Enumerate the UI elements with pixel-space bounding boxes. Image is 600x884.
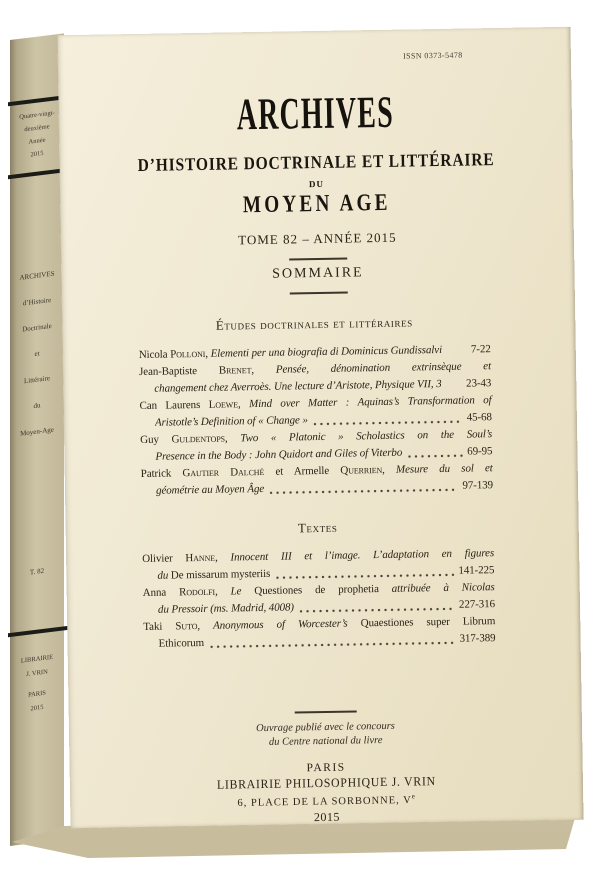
spine-line: 2015 [30,149,44,159]
dotted-leader [275,566,454,581]
imprint-city: PARIS [306,761,346,775]
spine-tome: T. 82 [29,566,45,577]
toc-entry-text: Patrick Gautier Dalché et Armelle Querrien, Mesure du sol et [140,462,493,480]
spine-line: Doctrinale [22,321,52,334]
spine-line: 2015 [30,703,44,713]
spine-line: du [33,401,41,411]
toc-pages: 141-225 [458,564,495,577]
spine-publisher-block [10,649,64,684]
tome-year-line: TOME 82 – ANNÉE 2015 [238,229,397,248]
toc-entry-text: géométrie au Moyen Âge [155,482,265,497]
spine-line: Littéraire [23,374,51,386]
concours-note [69,717,582,754]
spine-line: Année [28,136,46,146]
book-spine [10,33,64,846]
toc-entry-text: Taki Suto, Anonymous of Worcester’s Quaestiones super Librum [143,615,496,633]
spine-year-block [10,105,64,164]
dotted-leader [209,634,456,650]
dotted-leader [299,600,455,615]
sommaire-heading: SOMMAIRE [272,265,364,282]
toc-section-heading: Études doctrinales et littéraires [215,314,413,333]
toc-entry [143,579,496,619]
journal-subtitle: D’HISTOIRE DOCTRINALE ET LITTÉRAIRE [137,149,495,175]
spine-line: et [34,349,40,358]
toc-entry-text: Can Laurens Loewe, Mind over Matter : Aquinas’s Transformation of [139,394,492,412]
toc-entry-text: Guy Guldentops, Two « Platonic » Scholastics on the Soul’s [140,428,493,446]
toc-entry-text: du Pressoir (ms. Madrid, 4008) [157,601,295,616]
concours-line: Ouvrage publié avec le concours [255,720,395,735]
toc-pages: 97-139 [462,479,494,492]
toc-entry [139,392,492,432]
dotted-leader [269,481,459,496]
spine-band [8,626,68,637]
imprint-publisher: LIBRAIRIE PHILOSOPHIQUE J. VRIN [216,774,436,792]
toc-entry-text: Olivier Hanne, Innocent III et l’image. L’adaptation en figures [142,547,495,565]
toc-entry [139,358,492,398]
issn-label: ISSN 0373-5478 [402,50,463,61]
dotted-leader [446,379,462,391]
toc-entry [142,545,495,585]
spine-line: Moyen-Age [20,425,54,438]
imprint-address-sup: e [411,792,416,801]
toc-pages: 45-68 [466,411,492,424]
dotted-leader [447,345,467,357]
imprint-year: 2015 [313,809,341,825]
toc-section-heading: Textes [297,519,338,536]
toc-pages: 23-43 [466,377,492,390]
spine-city-block [10,684,64,719]
toc-entry-text: Nicola Polloni, Elementi per una biografia di Dominicus Gundissalvi [138,343,443,362]
toc-entry-text: Jean-Baptiste Brenet, Pensée, dénomination extrinsèque et [138,360,492,378]
book-front-cover [57,27,583,828]
toc-entry-text: Anna Rodolfi, Le Questiones de prophetia attribuée à Nicolas [142,581,495,599]
spine-line: deuxième [24,123,50,134]
divider-rule [294,710,356,713]
journal-subtitle-du: DU [308,178,325,190]
spine-title-block [10,259,64,448]
spine-line: ARCHIVES [19,269,55,282]
journal-subtitle2: MOYEN AGE [242,189,391,219]
toc-entry-text: Aristotle’s Definition of « Change » [154,414,308,429]
toc-pages: 227-316 [458,598,496,611]
toc-entry-text: du De missarum mysteriis [157,567,271,582]
toc-entry-text: changement chez Averroès. Une lecture d’Aristote, Physique VII, 3 [154,377,442,395]
spine-line: d’Histoire [22,295,52,308]
toc-pages: 7-22 [470,343,491,356]
divider-rule [289,292,347,295]
spine-line: PARIS [28,689,46,699]
concours-line: du Centre national du livre [268,735,383,748]
toc [138,312,496,653]
toc-entry-text: Ethicorum [158,636,205,650]
toc-pages: 69-95 [467,445,493,458]
toc-entry [141,460,494,500]
toc-entry [143,613,496,653]
toc-entry-text: Presence in the Body : John Quidort and Giles of Viterbo [155,446,403,463]
toc-entry [140,426,493,466]
dotted-leader [313,413,463,427]
dotted-leader [407,447,463,460]
divider-rule [289,258,347,261]
spine-line: LIBRAIRIE [20,653,54,665]
journal-title: ARCHIVES [236,86,395,140]
imprint-address-text: 6, PLACE DE LA SORBONNE, V [237,795,412,809]
toc-pages: 317-389 [459,632,496,645]
spine-line: Quatre-vingt- [19,109,55,121]
spine-line: J. VRIN [26,668,48,679]
